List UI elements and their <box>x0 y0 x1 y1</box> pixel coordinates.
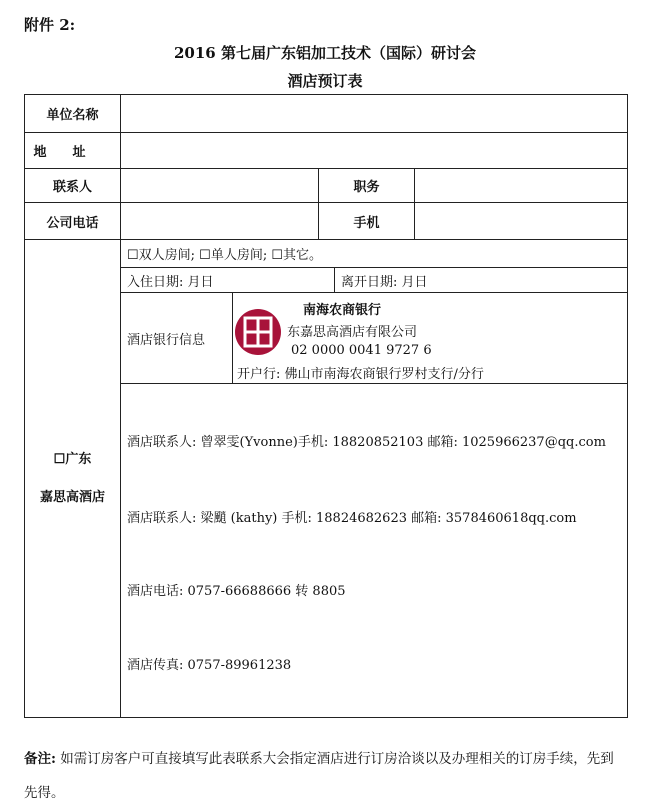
room-type-row <box>25 240 628 268</box>
hotel-contact-cell <box>121 384 628 718</box>
note-text: 如需订房客户可直接填写此表联系大会指定酒店进行订房洽谈以及办理相关的订房手续，先到先得。 <box>24 751 614 801</box>
mobile-field[interactable] <box>415 203 628 240</box>
bank-seal-logo <box>233 307 283 357</box>
mobile-label: 手机 <box>319 203 415 240</box>
room-type-options[interactable]: ☐双人房间; ☐单人房间; ☐其它。 <box>121 240 628 268</box>
hotel-fax: 酒店传真: 0757-89961238 <box>127 658 292 673</box>
phone-label: 公司电话 <box>25 203 121 240</box>
bank-label: 酒店银行信息 <box>121 293 233 384</box>
note-label: 备注: <box>24 751 56 767</box>
company-label: 单位名称 <box>25 95 121 133</box>
bank-info-cell <box>233 293 628 384</box>
contact-label: 联系人 <box>25 169 121 203</box>
checkout-date[interactable]: 离开日期: 月日 <box>335 268 628 293</box>
hotel-checkbox-label[interactable]: ☐广东 <box>53 451 92 467</box>
position-label: 职务 <box>319 169 415 203</box>
address-label: 地址 <box>25 133 121 169</box>
address-field[interactable] <box>121 133 628 169</box>
phone-field[interactable] <box>121 203 319 240</box>
company-row <box>25 95 628 133</box>
hotel-name: 嘉思高酒店 <box>39 489 105 505</box>
contact-row <box>25 169 628 203</box>
account-number: 02 0000 0041 9727 6 <box>291 343 432 358</box>
attachment-label: 附件 2: <box>24 16 76 34</box>
bank-branch: 开户行: 佛山市南海农商银行罗村支行/分行 <box>237 367 484 382</box>
checkin-date[interactable]: 入住日期: 月日 <box>121 268 335 293</box>
hotel-phone: 酒店电话: 0757-66688666 转 8805 <box>127 584 346 599</box>
hotel-contact-2: 酒店联系人: 梁颵 (kathy) 手机: 18824682623 邮箱: 3578460618qq.com <box>127 511 577 526</box>
document-subtitle: 酒店预订表 <box>287 72 363 90</box>
hotel-name-cell <box>25 240 121 718</box>
hotel-contact-1: 酒店联系人: 曾翠雯(Yvonne)手机: 18820852103 邮箱: 1025966237@qq.com <box>127 435 606 450</box>
address-row <box>25 133 628 169</box>
note-section <box>24 742 624 810</box>
document-title: 2016 第七届广东铝加工技术（国际）研讨会 <box>174 44 476 62</box>
position-field[interactable] <box>415 169 628 203</box>
booking-form-table <box>24 94 628 718</box>
contact-field[interactable] <box>121 169 319 203</box>
company-field[interactable] <box>121 95 628 133</box>
bank-name: 南海农商银行 <box>303 303 382 318</box>
phone-row <box>25 203 628 240</box>
account-name: 东嘉思高酒店有限公司 <box>287 325 418 340</box>
